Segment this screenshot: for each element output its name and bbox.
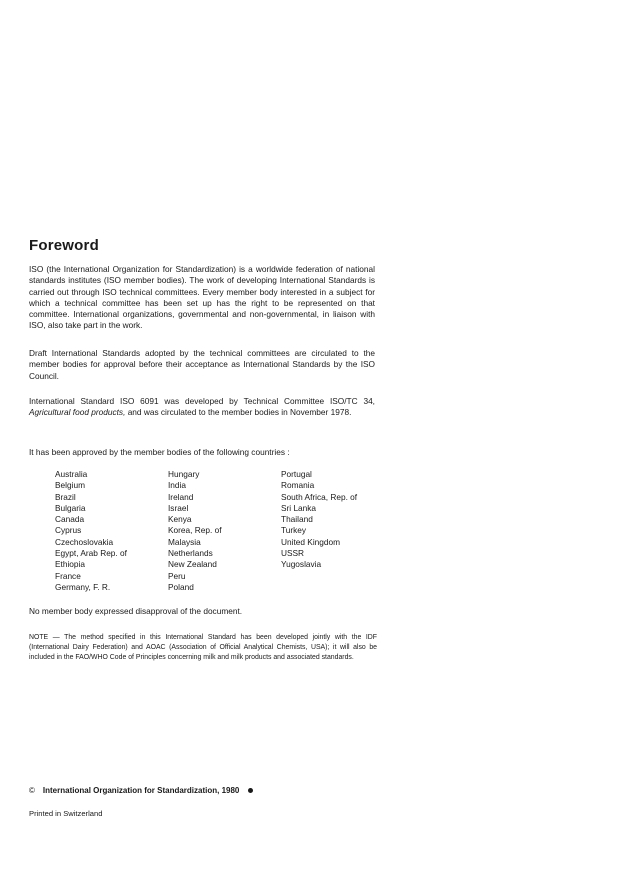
country-item: Australia xyxy=(55,469,88,479)
country-item: Israel xyxy=(168,502,189,513)
note: NOTE — The method specified in this International Standard has been developed jointly with the IDF (International Dairy Federation) and AOAC (Association of Official Analytical Chemists, USA); it will also be included in the FAO/WHO Code of Principles concerning milk and milk products and associated standards. xyxy=(29,634,377,661)
paragraph-approval: It has been approved by the member bodies of the following countries : xyxy=(29,447,290,457)
paragraph-standard-origin xyxy=(29,396,375,419)
paragraph-iso-intro: ISO (the International Organization for Standardization) is a worldwide federation of national standards institutes (ISO member bodies). The work of developing International Standards is carried out through ISO technical committees. Every member body interested in a subject for which a technical committee has been set up has the right to be represented on that committee. International organizations, governmental and non-governmental, in liaison with ISO, also take part in the work. xyxy=(29,264,375,331)
paragraph-standard-origin-end: and was circulated to the member bodies in November 1978. xyxy=(125,407,352,418)
country-item: Romania xyxy=(281,480,315,491)
country-item: Korea, Rep. of xyxy=(168,525,222,536)
country-item: United Kingdom xyxy=(281,536,341,547)
country-item: France xyxy=(55,570,81,581)
country-item: Netherlands xyxy=(168,548,213,559)
country-item: Belgium xyxy=(55,480,85,491)
country-item: South Africa, Rep. of xyxy=(281,491,358,502)
copyright-text: International Organization for Standardization, 1980 xyxy=(42,786,240,795)
country-item: Malaysia xyxy=(168,536,201,547)
country-item: Ethiopia xyxy=(55,559,85,570)
bullet-dot-icon xyxy=(248,788,253,793)
paragraph-standard-origin-start: International Standard ISO 6091 was developed by Technical Committee ISO/TC 34, xyxy=(29,396,375,406)
country-column-2 xyxy=(168,469,222,593)
country-item: USSR xyxy=(281,548,305,559)
country-item: Hungary xyxy=(168,469,200,479)
page-title: Foreword xyxy=(29,237,99,254)
country-item: Poland xyxy=(168,581,194,592)
paragraph-no-disapproval: No member body expressed disapproval of the document. xyxy=(29,606,243,616)
country-column-1 xyxy=(55,469,127,593)
country-item: Sri Lanka xyxy=(281,502,317,513)
country-item: Germany, F. R. xyxy=(55,581,111,592)
country-item: Ireland xyxy=(168,491,194,502)
country-item: Bulgaria xyxy=(55,502,86,513)
country-item: Kenya xyxy=(168,514,192,525)
country-item: Thailand xyxy=(281,514,313,525)
copyright-icon: © xyxy=(29,786,35,795)
country-item: Portugal xyxy=(281,469,312,479)
country-item: Brazil xyxy=(55,491,76,502)
copyright-line xyxy=(29,786,253,795)
country-item: Yugoslavia xyxy=(281,559,322,570)
paragraph-draft-standards: Draft International Standards adopted by the technical committees are circulated to the member bodies for approval before their acceptance as International Standards by the ISO Council. xyxy=(29,348,375,381)
country-column-3 xyxy=(281,469,357,571)
country-item: India xyxy=(168,480,186,491)
country-item: Peru xyxy=(168,570,186,581)
country-item: Cyprus xyxy=(55,525,82,536)
country-item: New Zealand xyxy=(168,559,217,570)
country-item: Canada xyxy=(55,514,85,525)
country-item: Turkey xyxy=(281,525,307,536)
committee-title: Agricultural food products, xyxy=(29,407,126,418)
country-item: Egypt, Arab Rep. of xyxy=(55,548,127,559)
country-item: Czechoslovakia xyxy=(55,536,114,547)
printed-in: Printed in Switzerland xyxy=(29,809,103,818)
